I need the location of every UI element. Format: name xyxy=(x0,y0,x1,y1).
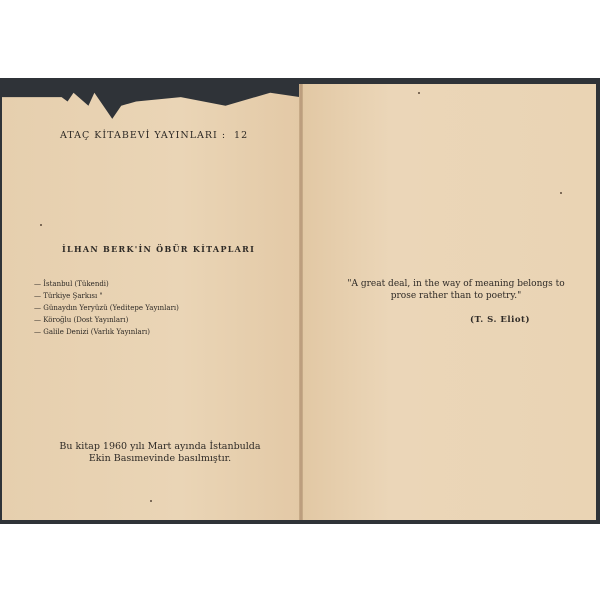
list-item: — Günaydın Yeryüzü (Yeditepe Yayınları) xyxy=(34,304,179,312)
publisher-header xyxy=(60,130,260,141)
publisher-name: ATAÇ KİTABEVİ YAYINLARI : xyxy=(60,130,227,141)
colophon-line-2: Ekin Basımevinde basılmıştır. xyxy=(88,453,232,464)
paper-speck xyxy=(560,192,562,194)
paper-speck xyxy=(150,500,152,502)
colophon-line-1: Bu kitap 1960 yılı Mart ayında İstanbulda xyxy=(59,441,261,452)
quote-attribution: (T. S. Eliot) xyxy=(470,315,530,325)
paper-speck xyxy=(40,224,42,226)
list-item: — Galile Denizi (Varlık Yayınları) xyxy=(34,328,151,336)
quote-line-2: prose rather than to poetry." xyxy=(390,291,522,301)
colophon xyxy=(40,441,280,465)
book-list xyxy=(34,278,179,338)
book-gutter xyxy=(299,84,303,520)
list-item: — İstanbul (Tükendi) xyxy=(34,280,109,288)
epigraph-quote xyxy=(326,278,586,302)
series-number: 12 xyxy=(234,130,249,141)
paper-speck xyxy=(418,92,420,94)
quote-line-1: "A great deal, in the way of meaning belongs to xyxy=(347,279,565,289)
right-page xyxy=(302,84,596,520)
list-item: — Köroğlu (Dost Yayınları) xyxy=(34,316,129,324)
other-books-heading: İLHAN BERK'İN ÖBÜR KİTAPLARI xyxy=(62,244,256,254)
list-item: — Türkiye Şarkısı " xyxy=(34,292,103,300)
